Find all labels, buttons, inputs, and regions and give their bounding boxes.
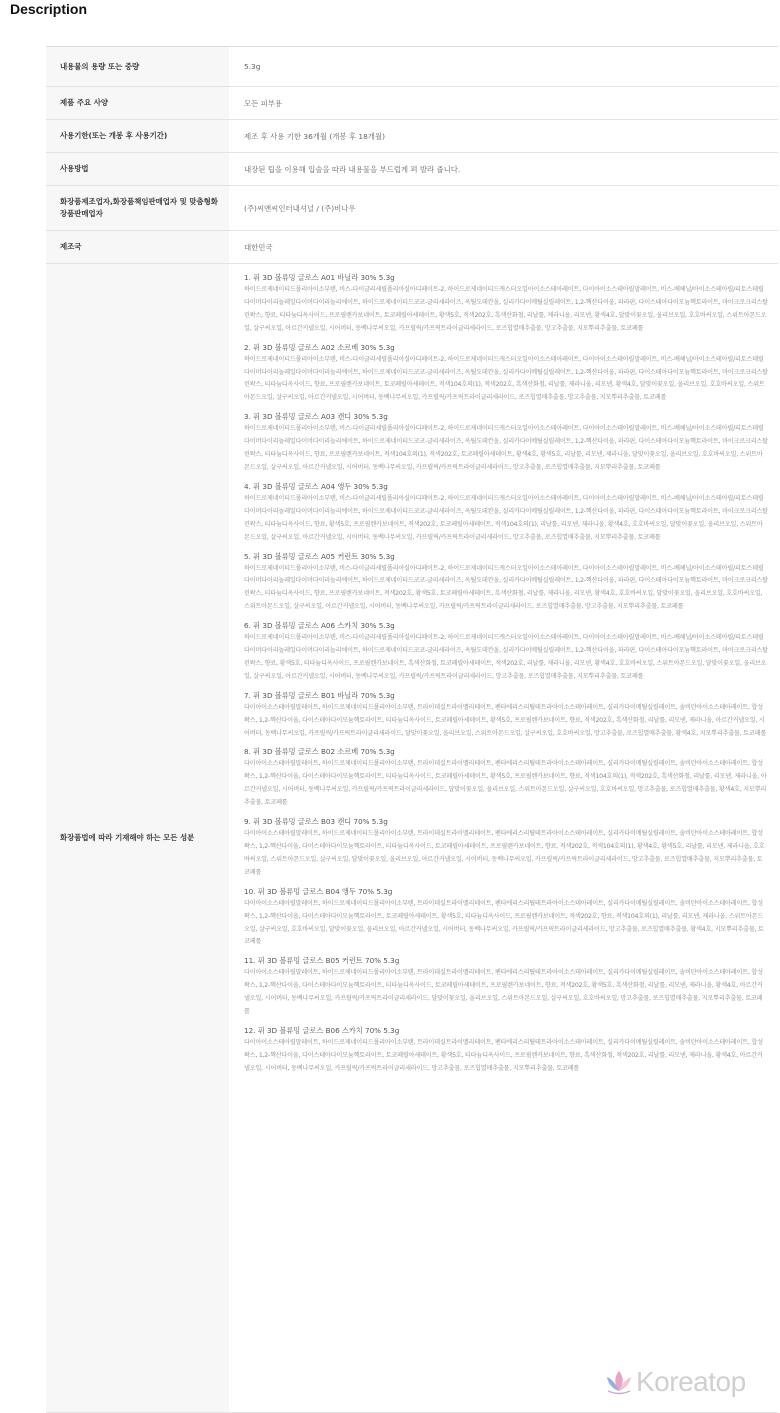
row-value: 5.3g	[244, 62, 261, 71]
row-label: 화장품제조업자,화장품책임판매업자 및 맞춤형화장품판매업자	[46, 186, 229, 230]
row-value: (주)씨앤씨인터내셔널 / (주)비나우	[244, 203, 356, 213]
ingredient-block	[244, 886, 768, 950]
ingredient-title: 6. 퓌 3D 볼류밍 글로스 A06 스카치 30% 5.3g	[244, 621, 395, 631]
ingredient-list: 하이드로제네이티드폴리아이소부텐, 비스-다이글리세릴폴리아실아디페이트-2, 하이드로제네이티드캐스터오일아이소스테아레이트, 다이아이소스테아릴말레이트, 비스-베헤닐/아이소스테아릴/피토스테릴다이머다이리놀레일다이머다이리놀리에이트, 하이드로제네이티드코코-글리세라이즈, 옥틸도데칸올, 실리카다이메틸실릴레이트, 1,2-헥산다이올, 파라핀, 다이스테아다이모늄헥토라이트, 마이크로크리스탈린왁스, 티타늄디옥사이드, 향료, 프로필렌카보네이트, 토코페릴아세테이트, 적색104호의(1), 적색202호, 흑색산화철, 리날룰, 제라니올, 리모넨, 황색4호, 달맞이꽃오일, 올리브오일, 호호바씨오일, 스위트아몬드오일, 살구씨오일, 아르간커넬오일, 시어버터, 동백나무씨오일, 카프릴릭/카프릭트라이글리세라이드, 로즈힙열매추출물, 망고추출물, 지모뿌리추출물, 토코페롤	[244, 355, 768, 402]
row-label: 내용물의 용량 또는 중량	[46, 47, 229, 86]
ingredient-block	[244, 481, 768, 545]
ingredient-list: 다이아이소스테아릴말레이트, 하이드로제네이티드폴리아이소부텐, 트라이데실트라이멜리테이트, 펜타에리스리틸테트라아이소스테아레이트, 실리카다이메틸실릴레이트, 솔비탄아이소스테아레이트, 합성왁스, 1,2-헥산다이올, 다이스테아다이모늄헥토라이트, 티타늄디옥사이드, 토코페릴아세테이트, 황색5호, 프로필렌카보네이트, 향료, 적색202호, 흑색산화철, 리날룰, 리모넨, 제라니올, 아르간커넬오일, 시어버터, 동백나무씨오일, 카프릴릭/카프릭트라이글리세라이드, 달맞이꽃오일, 올리브오일, 스위트아몬드오일, 살구씨오일, 호호바씨오일, 망고추출물, 로즈힙열매추출물, 황색4호, 지모뿌리추출물, 토코페롤	[244, 703, 767, 737]
row-value: 내장된 팁을 이용해 입술을 따라 내용물을 부드럽게 펴 발라 줍니다.	[244, 164, 461, 174]
row-label: 제품 주요 사양	[46, 87, 229, 119]
ingredient-list: 다이아이소스테아릴말레이트, 하이드로제네이티드폴리아이소부텐, 트라이데실트라이멜리테이트, 펜타에리스리틸테트라아이소스테아레이트, 실리카다이메틸실릴레이트, 솔비탄아이소스테아레이트, 합성왁스, 1,2-헥산다이올, 다이스테아다이모늄헥토라이트, 토코페릴아세테이트, 황색5호, 티타늄디옥사이드, 프로필렌카보네이트, 적색202호, 향료, 적색104호의(1), 리날룰, 리모넨, 제라니올, 스위트아몬드오일, 살구씨오일, 호호바씨오일, 달맞이꽃오일, 올리브오일, 아르간커넬오일, 시어버터, 동백나무씨오일, 카프릴릭/카프릭트라이글리세라이드, 망고추출물, 로즈힙열매추출물, 황색4호, 지모뿌리추출물, 토코페롤	[244, 899, 764, 946]
ingredient-block	[244, 690, 768, 741]
row-value: 모든 피부용	[244, 98, 283, 108]
row-label: 사용기한(또는 개봉 후 사용기간)	[46, 120, 229, 152]
ingredient-list: 하이드로제네이티드폴리아이소부텐, 비스-다이글리세릴폴리아실아디페이트-2, 하이드로제네이티드캐스터오일아이소스테아레이트, 다이아이소스테아릴말레이트, 비스-베헤닐/아이소스테아릴/피토스테릴다이머다이리놀레일다이머다이리놀리에이트, 하이드로제네이티드코코-글리세라이즈, 옥틸도데칸올, 실리카다이메틸실릴레이트, 1,2-헥산다이올, 파라핀, 다이스테아다이모늄헥토라이트, 마이크로크리스탈린왁스, 티타늄디옥사이드, 향료, 프로필렌카보네이트, 적색104호의(1), 적색202호, 토코페릴아세테이트, 황색4호, 황색5호, 리날룰, 리모넨, 제라니올, 달맞이꽃오일, 올리브오일, 호호바씨오일, 스위트아몬드오일, 살구씨오일, 아르간커넬오일, 시어버터, 동백나무씨오일, 카프릴릭/카프릭트라이글리세라이드, 망고추출물, 로즈힙열매추출물, 지모뿌리추출물, 토코페롤	[244, 425, 768, 471]
table-row	[46, 120, 778, 153]
ingredient-title: 4. 퓌 3D 볼류밍 글로스 A04 앵두 30% 5.3g	[244, 481, 388, 491]
row-label: 사용방법	[46, 153, 229, 185]
table-row-ingredients	[46, 264, 778, 1413]
ingredient-block	[244, 342, 768, 406]
section-heading: Description	[10, 1, 88, 17]
watermark-text: Koreatop	[636, 1366, 746, 1397]
row-value: 제조 후 사용 기한 36개월 (개봉 후 18개월)	[244, 131, 385, 141]
ingredient-title: 10. 퓌 3D 볼류밍 글로스 B04 앵두 70% 5.3g	[244, 886, 393, 896]
ingredient-title: 7. 퓌 3D 볼류밍 글로스 B01 바닐라 70% 5.3g	[244, 690, 395, 700]
lotus-icon	[604, 1369, 634, 1395]
ingredient-block	[244, 1025, 768, 1076]
ingredient-list: 다이아이소스테아릴말레이트, 하이드로제네이티드폴리아이소부텐, 트라이데실트라이멜리테이트, 펜타에리스리틸테트라아이소스테아레이트, 실리카다이메틸실릴레이트, 솔비탄아이소스테아레이트, 합성왁스, 1,2-헥산다이올, 다이스테아다이모늄헥토라이트, 토코페릴아세테이트, 황색5호, 티타늄디옥사이드, 프로필렌카보네이트, 향료, 흑색산화철, 적색202호, 리날룰, 리모넨, 제라니올, 황색4호, 아르간커넬오일, 시어버터, 동백나무씨오일, 카프릴릭/카프릭트라이글리세라이드, 망고추출물, 로즈힙열매추출물, 지모뿌리추출물, 토코페롤	[244, 1038, 763, 1072]
ingredient-title: 9. 퓌 3D 볼류밍 글로스 B03 캔디 70% 5.3g	[244, 817, 388, 827]
ingredient-list: 다이아이소스테아릴말레이트, 하이드로제네이티드폴리아이소부텐, 트라이데실트라이멜리테이트, 펜타에리스리틸테트라아이소스테아레이트, 실리카다이메틸실릴레이트, 솔비탄아이소스테아레이트, 합성왁스, 1,2-헥산다이올, 다이스테아다이모늄헥토라이트, 티타늄디옥사이드, 토코페릴아세테이트, 프로필렌카보네이트, 향료, 적색202호, 적색104호의(1), 황색4호, 황색5호, 리날룰, 리모넨, 제라니올, 호호바씨오일, 스위트아몬드오일, 살구씨오일, 달맞이꽃오일, 올리브오일, 아르간커넬오일, 시어버터, 동백나무씨오일, 카프릴릭/카프릭트라이글리세라이드, 망고추출물, 로즈힙열매추출물, 지모뿌리추출물, 토코페롤	[244, 830, 765, 876]
ingredient-block	[244, 746, 768, 810]
row-label: 제조국	[46, 231, 229, 263]
ingredients-label: 화장품법에 따라 기재해야 하는 모든 성분	[46, 264, 229, 1412]
ingredient-title: 1. 퓌 3D 볼류밍 글로스 A01 바닐라 30% 5.3g	[244, 273, 395, 282]
row-value: 대한민국	[244, 242, 273, 252]
table-row	[46, 153, 778, 186]
ingredient-title: 11. 퓌 3D 볼류밍 글로스 B05 커런트 70% 5.3g	[244, 956, 400, 966]
ingredient-title: 12. 퓌 3D 볼류밍 글로스 B06 스카치 70% 5.3g	[244, 1025, 400, 1035]
ingredient-block	[244, 551, 768, 615]
ingredient-block	[244, 816, 768, 880]
ingredient-list: 하이드로제네이티드폴리아이소부텐, 비스-다이글리세릴폴리아실아디페이트-2, 하이드로제네이티드캐스터오일아이소스테아레이트, 다이아이소스테아릴말레이트, 비스-베헤닐/아이소스테아릴/피토스테릴다이머다이리놀레일다이머다이리놀리에이트, 하이드로제네이티드코코-글리세라이즈, 옥틸도데칸올, 실리카다이메틸실릴레이트, 1,2-헥산다이올, 파라핀, 다이스테아다이모늄헥토라이트, 마이크로크리스탈린왁스, 티타늄디옥사이드, 향료, 황색5호, 프로필렌카보네이트, 적색202호, 토코페릴아세테이트, 적색104호의(1), 리날룰, 리모넨, 제라니올, 황색4호, 호호바씨오일, 달맞이꽃오일, 올리브오일, 스위트아몬드오일, 살구씨오일, 아르간커넬오일, 시어버터, 동백나무씨오일, 카프릴릭/카프릭트라이글리세라이드, 망고추출물, 로즈힙열매추출물, 지모뿌리추출물, 토코페롤	[244, 494, 768, 541]
ingredient-block	[244, 955, 768, 1019]
ingredient-list: 다이아이소스테아릴말레이트, 하이드로제네이티드폴리아이소부텐, 트라이데실트라이멜리테이트, 펜타에리스리틸테트라아이소스테아레이트, 실리카다이메틸실릴레이트, 솔비탄아이소스테아레이트, 합성왁스, 1,2-헥산다이올, 다이스테아다이모늄헥토라이트, 티타늄디옥사이드, 토코페릴아세테이트, 프로필렌카보네이트, 향료, 적색202호, 황색5호, 흑색산화철, 리날룰, 리모넨, 제라니올, 황색4호, 아르간커넬오일, 시어버터, 동백나무씨오일, 카프릴릭/카프릭트라이글리세라이드, 달맞이꽃오일, 올리브오일, 스위트아몬드오일, 살구씨오일, 호호바씨오일, 망고추출물, 로즈힙열매추출물, 지모뿌리추출물, 토코페롤	[244, 969, 763, 1016]
ingredient-title: 5. 퓌 3D 볼류밍 글로스 A05 커런트 30% 5.3g	[244, 551, 395, 561]
ingredient-list: 하이드로제네이티드폴리아이소부텐, 비스-다이글리세릴폴리아실아디페이트-2, 하이드로제네이티드캐스터오일아이소스테아레이트, 다이아이소스테아릴말레이트, 비스-베헤닐/아이소스테아릴/피토스테릴다이머다이리놀레일다이머다이리놀리에이트, 하이드로제네이티드코코-글리세라이즈, 옥틸도데칸올, 실리카다이메틸실릴레이트, 1,2-헥산다이올, 파라핀, 다이스테아다이모늄헥토라이트, 마이크로크리스탈린왁스, 향료, 황색5호, 티타늄디옥사이드, 프로필렌카보네이트, 흑색산화철, 토코페릴아세테이트, 적색202호, 리날룰, 제라니올, 리모넨, 황색4호, 호호바씨오일, 스위트아몬드오일, 달맞이꽃오일, 올리브오일, 살구씨오일, 아르간커넬오일, 시어버터, 동백나무씨오일, 카프릴릭/카프릭트라이글리세라이드, 망고추출물, 로즈힙열매추출물, 지모뿌리추출물, 토코페롤	[244, 634, 768, 680]
ingredient-title: 2. 퓌 3D 볼류밍 글로스 A02 소르베 30% 5.3g	[244, 342, 395, 352]
ingredients-cell	[229, 264, 778, 1412]
ingredient-title: 8. 퓌 3D 볼류밍 글로스 B02 소르베 70% 5.3g	[244, 747, 395, 757]
watermark-logo	[604, 1366, 746, 1398]
ingredient-title: 3. 퓌 3D 볼류밍 글로스 A03 캔디 30% 5.3g	[244, 412, 388, 422]
table-row	[46, 47, 778, 87]
ingredient-list: 하이드로제네이티드폴리아이소부텐, 비스-다이글리세릴폴리아실아디페이트-2, 하이드로제네이티드캐스터오일아이소스테아레이트, 다이아이소스테아릴말레이트, 비스-베헤닐/아이소스테아릴/피토스테릴다이머다이리놀레일다이머다이리놀리에이트, 하이드로제네이티드코코-글리세라이즈, 옥틸도데칸올, 실리카다이메틸실릴레이트, 1,2-헥산다이올, 파라핀, 다이스테아다이모늄헥토라이트, 마이크로크리스탈린왁스, 티타늄디옥사이드, 향료, 프로필렌카보네이트, 적색202호, 황색5호, 토코페릴아세테이트, 흑색산화철, 리날룰, 제라니올, 리모넨, 황색4호, 호호바씨오일, 달맞이꽃오일, 올리브오일, 호호바씨오일, 스위트아몬드오일, 살구씨오일, 아르간커넬오일, 시어버터, 동백나무씨오일, 카프릴릭/카프릭트라이글리세라이드, 로즈힙열매추출물, 망고추출물, 지모뿌리추출물, 토코페롤	[244, 564, 768, 611]
product-info-table	[46, 46, 778, 1413]
ingredient-block	[244, 620, 768, 684]
ingredient-block	[244, 411, 768, 475]
table-row	[46, 186, 778, 231]
ingredient-list: 다이아이소스테아릴말레이트, 하이드로제네이티드폴리아이소부텐, 트라이데실트라이멜리테이트, 펜타에리스리틸테트라아이소스테아레이트, 실리카다이메틸실릴레이트, 솔비탄아이소스테아레이트, 합성왁스, 1,2-헥산다이올, 다이스테아다이모늄헥토라이트, 티타늄디옥사이드, 토코페릴아세테이트, 황색5호, 프로필렌카보네이트, 향료, 적색104호의(1), 적색202호, 흑색산화철, 리날룰, 리모넨, 제라니올, 아르간커넬오일, 시어버터, 동백나무씨오일, 카프릴릭/카프릭트라이글리세라이드, 달맞이꽃오일, 올리브오일, 스위트아몬드오일, 살구씨오일, 호호바씨오일, 망고추출물, 로즈힙열매추출물, 황색4호, 지모뿌리추출물, 토코페롤	[244, 760, 767, 807]
table-row	[46, 87, 778, 120]
ingredient-block	[244, 272, 768, 336]
table-row	[46, 231, 778, 264]
ingredient-list: 하이드로제네이티드폴리아이소부텐, 비스-다이글리세릴폴리아실아디페이트-2, 하이드로제네이티드캐스터오일아이소스테아레이트, 다이아이소스테아릴말레이트, 비스-베헤닐/아이소스테아릴/피토스테릴다이머다이리놀레일다이머다이리놀리에이트, 하이드로제네이티드코코-글리세라이즈, 옥틸도데칸올, 실리카다이메틸실릴레이트, 1,2-헥산다이올, 파라핀, 다이스테아다이모늄헥토라이트, 마이크로크리스탈린왁스, 향료, 티타늄디옥사이드, 프로필렌카보네이트, 토코페릴아세테이트, 황색5호, 적색202호, 흑색산화철, 리날룰, 제라니올, 리모넨, 황색4호, 달맞이꽃오일, 올리브오일, 호호바씨오일, 스위트아몬드오일, 살구씨오일, 아르간커넬오일, 시어버터, 동백나무씨오일, 카프릴릭/카프릭트라이글리세라이드, 로즈힙열매추출물, 망고추출물, 지모뿌리추출물, 토코페롤	[244, 286, 768, 332]
